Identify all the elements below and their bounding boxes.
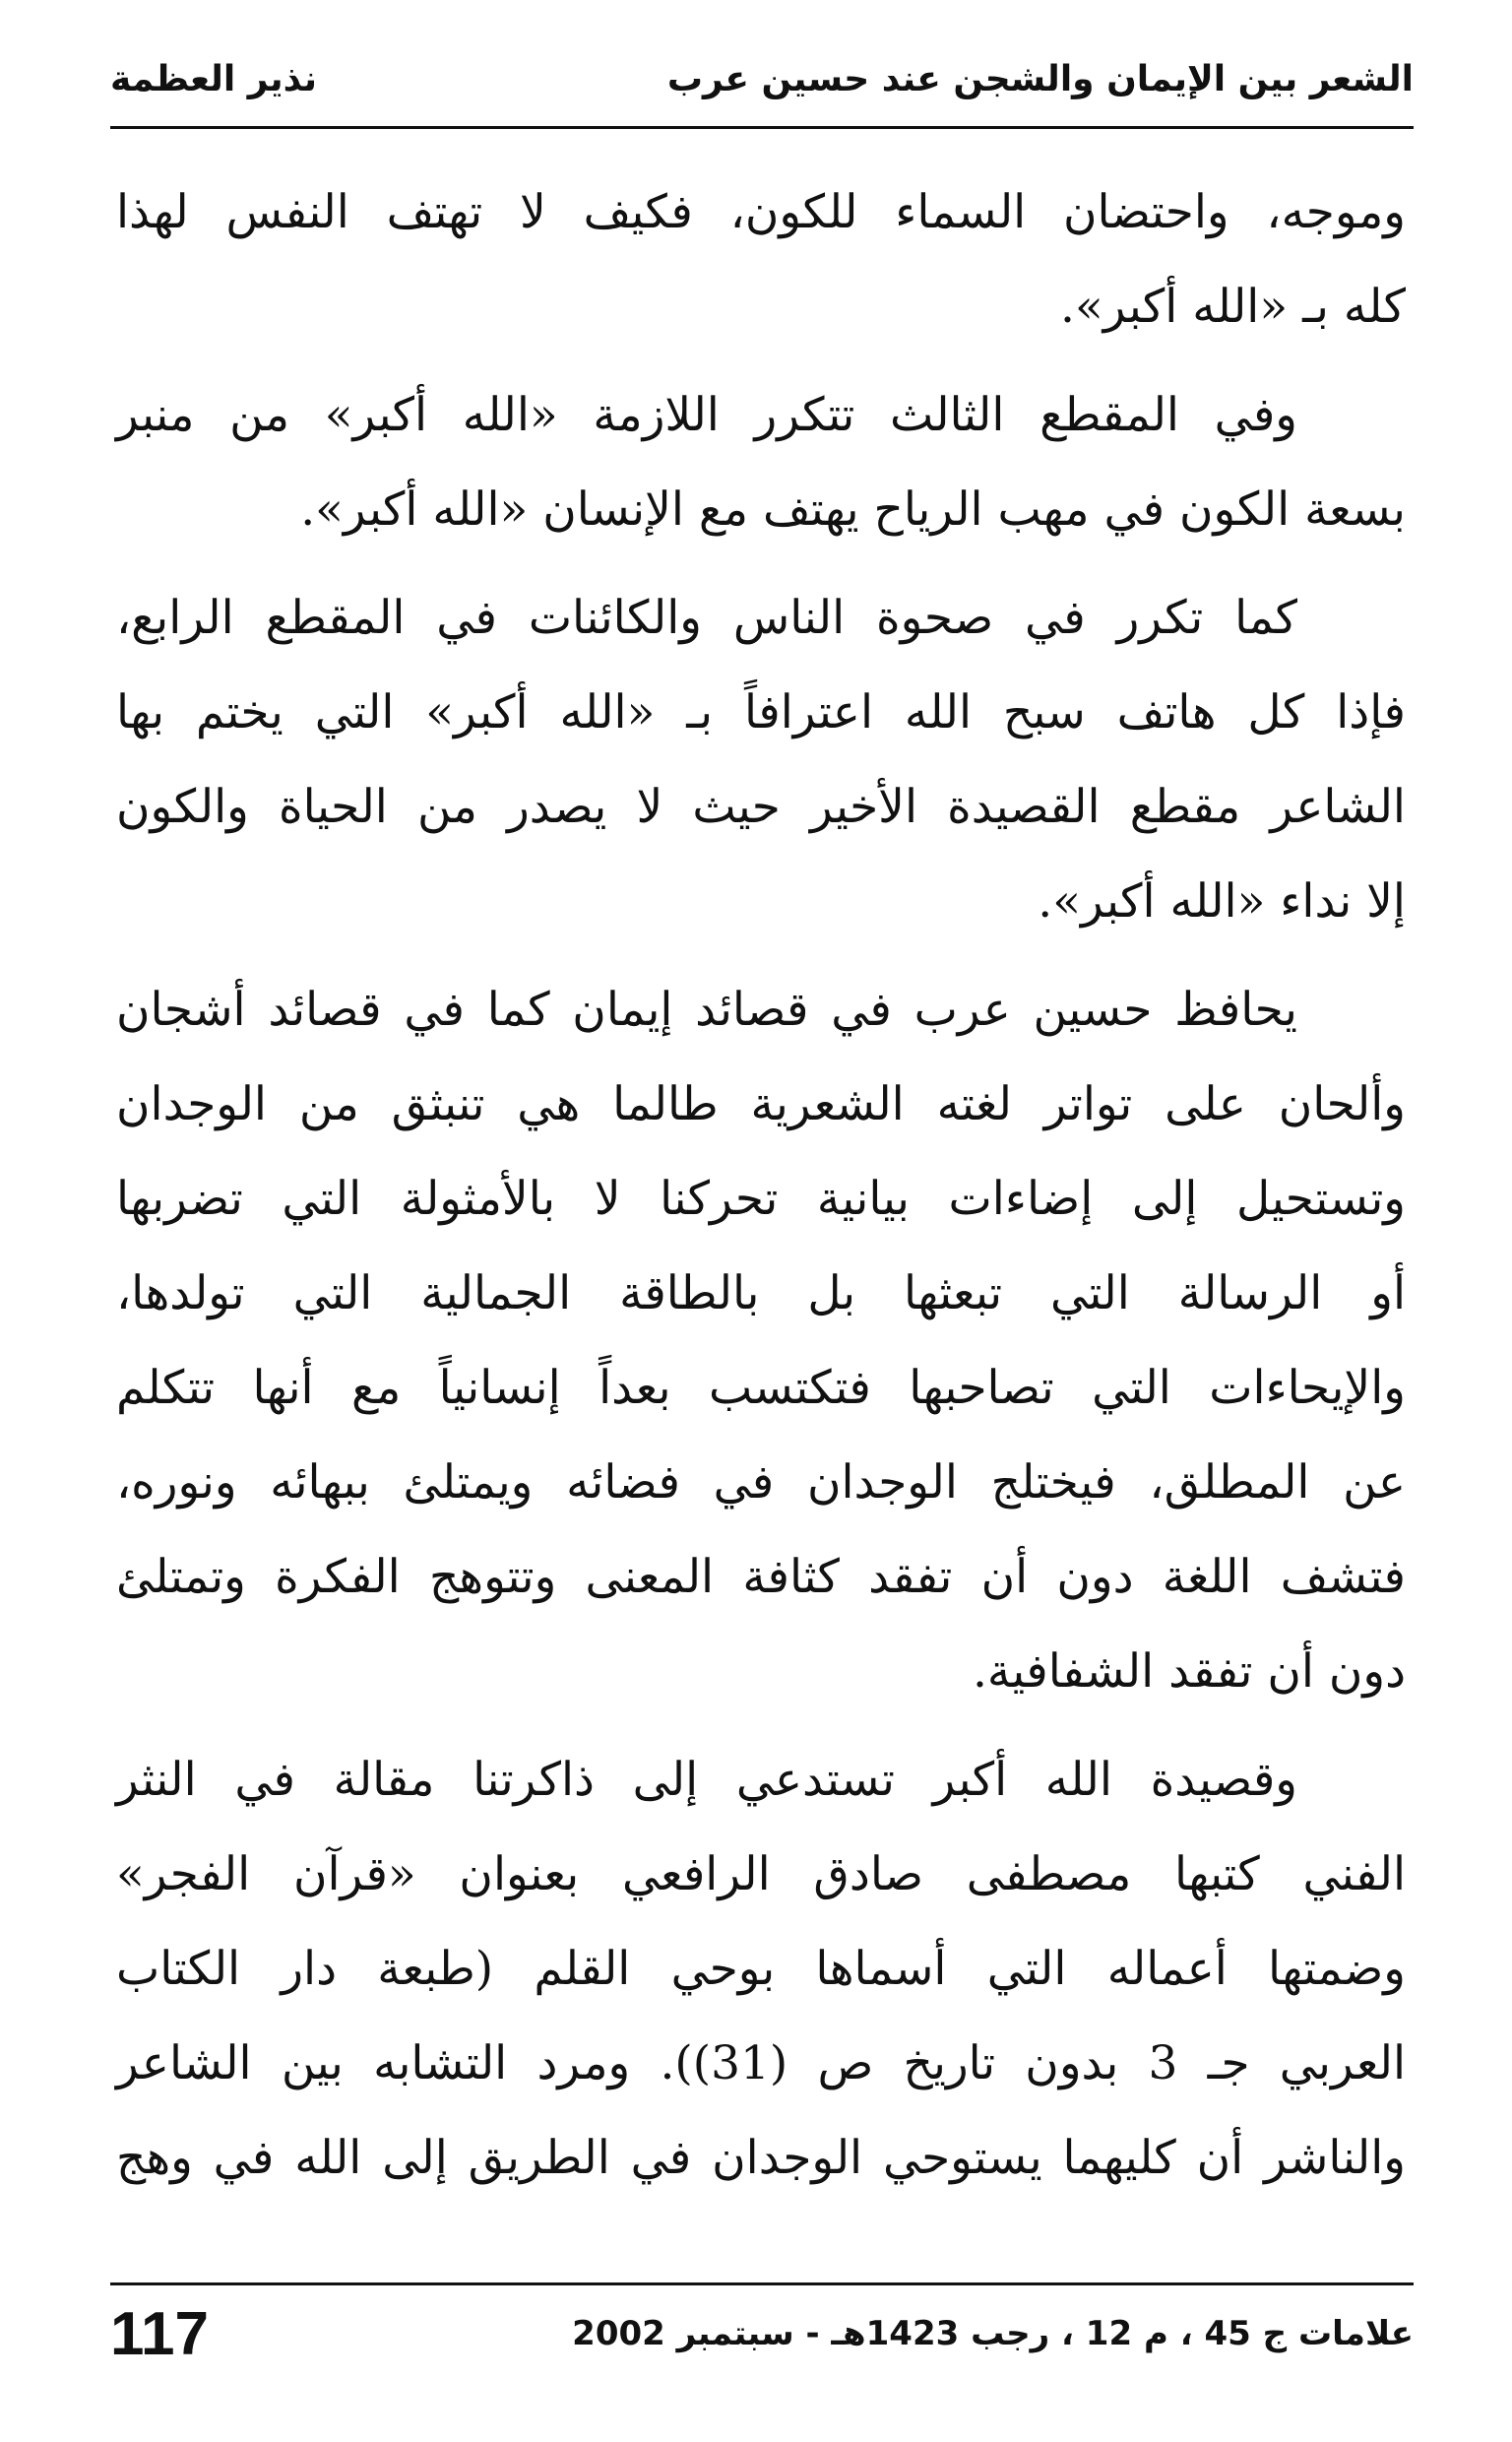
text-line: فإذا كل هاتف سبح الله اعترافاً بـ «الله أكبر» التي يختم بها (116, 685, 1406, 739)
text-line: بسعة الكون في مهب الرياح يهتف مع الإنسان «الله أكبر». (300, 482, 1406, 537)
text-line: وقصيدة الله أكبر تستدعي إلى ذاكرتنا مقالة في النثر (116, 1753, 1297, 1807)
text-line: أو الرسالة التي تبعثها بل بالطاقة الجمالية التي تولدها، (116, 1266, 1406, 1320)
text-line: وألحان على تواتر لغته الشعرية طالما هي تنبثق من الوجدان (116, 1077, 1406, 1131)
page-footer (110, 2299, 1414, 2368)
paragraph (116, 368, 1406, 557)
text-line: وتستحيل إلى إضاءات بيانية تحركنا لا بالأمثولة التي تضربها (116, 1172, 1406, 1226)
journal-info: علامات ج 45 ، م 12 ، رجب 1423هـ - سبتمبر 2002 (572, 2314, 1414, 2353)
paragraph (116, 963, 1406, 1719)
page-number: 117 (110, 2299, 210, 2368)
text-line: كما تكرر في صحوة الناس والكائنات في المقطع الرابع، (116, 591, 1297, 645)
footer-divider (110, 2282, 1414, 2285)
text-line: الشاعر مقطع القصيدة الأخير حيث لا يصدر من الحياة والكون (116, 780, 1406, 834)
paragraph (116, 1733, 1406, 2206)
text-line: إلا نداء «الله أكبر». (1038, 874, 1406, 929)
text-line: وموجه، واحتضان السماء للكون، فكيف لا تهتف النفس لهذا (116, 185, 1406, 239)
text-line: يحافظ حسين عرب في قصائد إيمان كما في قصائد أشجان (116, 983, 1297, 1037)
text-line: كله بـ «الله أكبر». (1060, 280, 1406, 334)
article-body (116, 165, 1406, 2219)
text-line: وضمتها أعماله التي أسماها بوحي القلم (طبعة دار الكتاب (116, 1942, 1406, 1996)
text-line: والناشر أن كليهما يستوحي الوجدان في الطريق إلى الله في وهج (116, 2131, 1406, 2185)
text-line: فتشف اللغة دون أن تفقد كثافة المعنى وتتوهج الفكرة وتمتلئ (116, 1550, 1406, 1604)
text-line: دون أن تفقد الشفافية. (972, 1644, 1406, 1699)
text-line: الفني كتبها مصطفى صادق الرافعي بعنوان «قرآن الفجر» (116, 1847, 1406, 1901)
text-line: وفي المقطع الثالث تتكرر اللازمة «الله أكبر» من منبر (116, 388, 1297, 442)
text-line: العربي جـ 3 بدون تاريخ ص (31)). ومرد التشابه بين الشاعر (116, 2036, 1406, 2090)
article-title: الشعر بين الإيمان والشجن عند حسين عرب (666, 58, 1414, 99)
text-line: والإيحاءات التي تصاحبها فتكتسب بعداً إنسانياً مع أنها تتكلم (116, 1361, 1406, 1415)
header-divider (110, 126, 1414, 129)
author-name: نذير العظمة (110, 58, 317, 99)
running-header (110, 49, 1414, 108)
paragraph (116, 571, 1406, 949)
text-line: عن المطلق، فيختلج الوجدان في فضائه ويمتلئ ببهائه ونوره، (116, 1455, 1406, 1510)
paragraph (116, 165, 1406, 354)
